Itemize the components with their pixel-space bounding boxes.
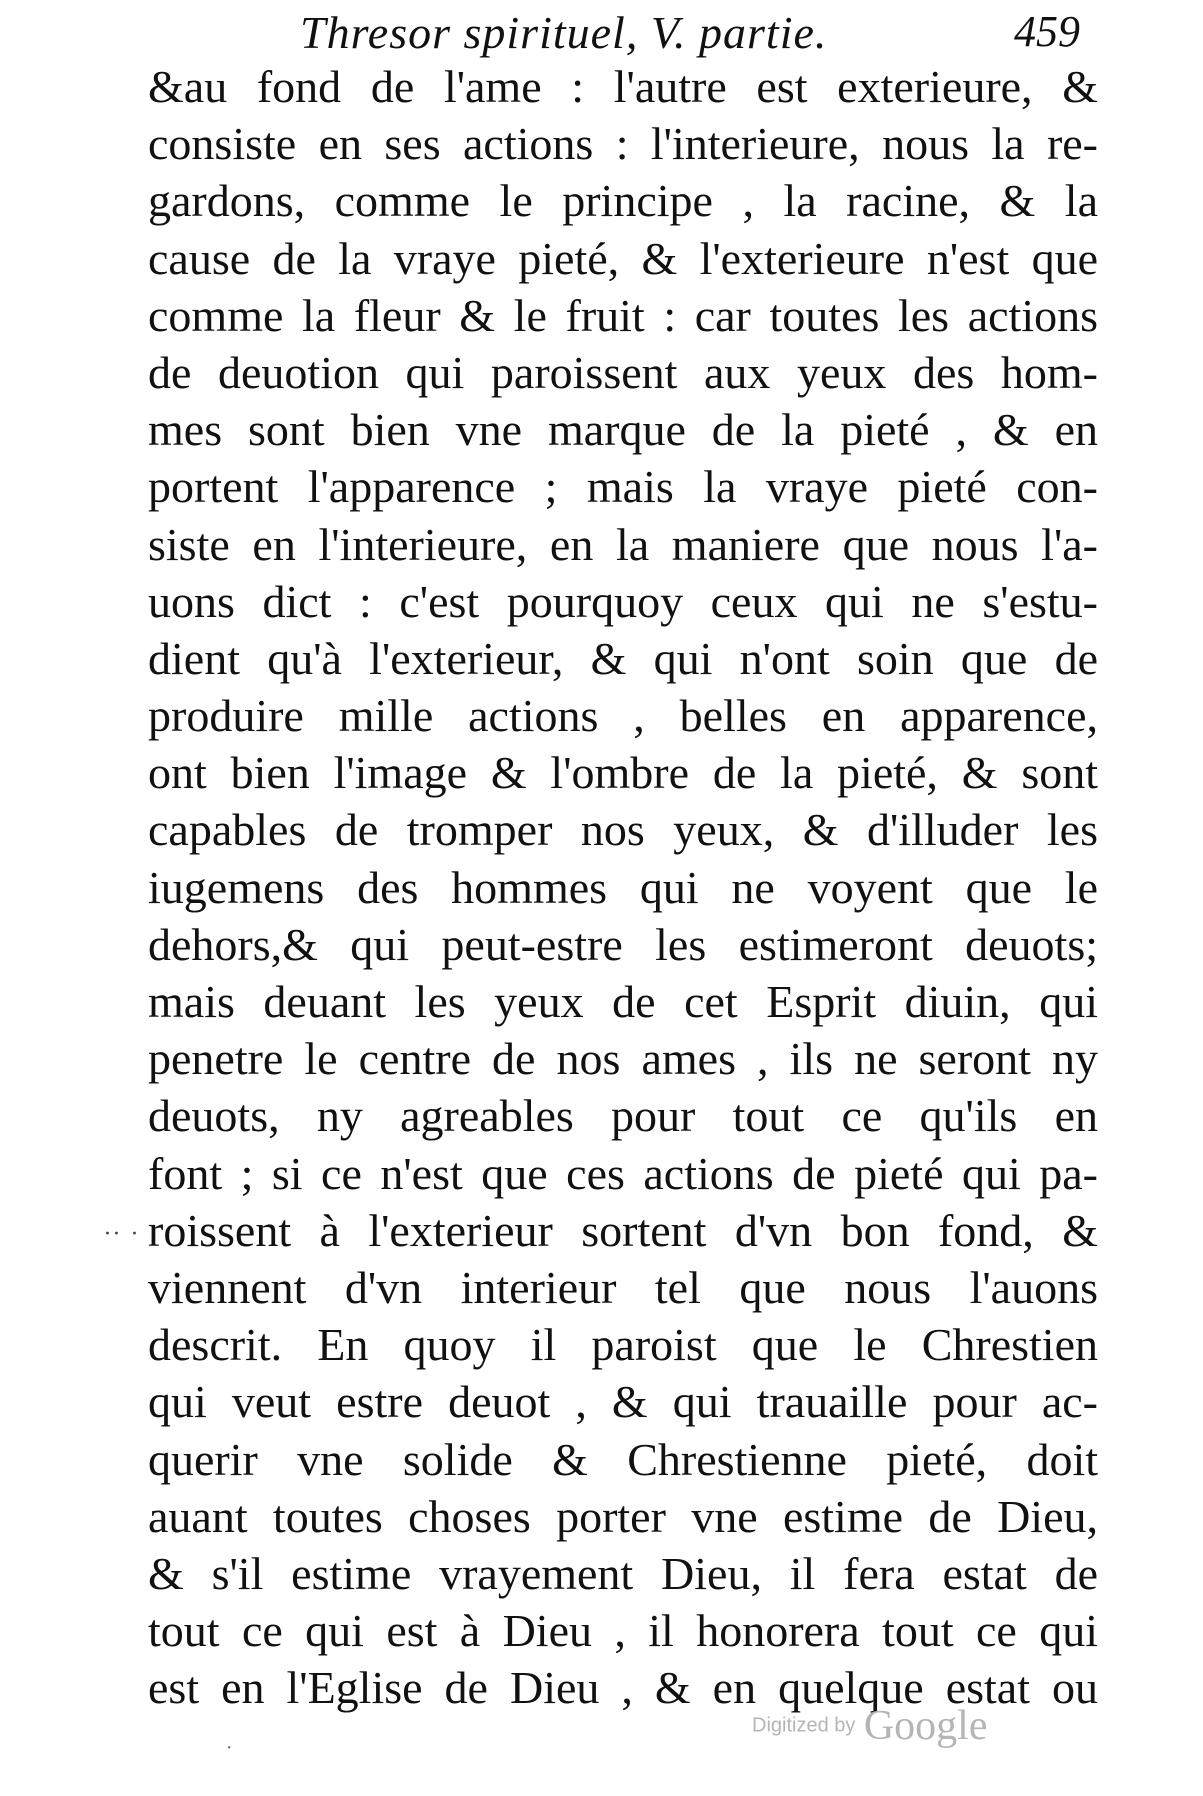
text-line: qui veut estre deuot , & qui trauaille pour ac- [148,1376,1098,1428]
digitized-by-label: Digitized by [752,1714,856,1737]
text-line: font ; si ce n'est que ces actions de pieté qui pa- [148,1147,1098,1199]
digitization-watermark [752,1702,988,1750]
text-line: capables de tromper nos yeux, & d'illuder les [148,804,1098,856]
text-line: gardons, comme le principe , la racine, & la [148,175,1098,227]
text-line: produire mille actions , belles en apparence, [148,690,1098,742]
text-line: est en l'Eglise de Dieu , & en quelque estat ou [148,1662,1098,1714]
text-line: deuots, ny agreables pour tout ce qu'ils en [148,1090,1098,1142]
text-line: uons dict : c'est pourquoy ceux qui ne s'estu- [148,575,1098,627]
text-line: iugemens des hommes qui ne voyent que le [148,861,1098,913]
text-line: de deuotion qui paroissent aux yeux des hom- [148,346,1098,398]
text-line: penetre le centre de nos ames , ils ne seront ny [148,1033,1098,1085]
google-logo: Google [863,1703,988,1749]
text-line: ont bien l'image & l'ombre de la pieté, & sont [148,747,1098,799]
text-line: consiste en ses actions : l'interieure, nous la re- [148,118,1098,170]
text-line: mes sont bien vne marque de la pieté , & en [148,404,1098,456]
text-line: siste en l'interieure, en la maniere que nous l'a- [148,518,1098,570]
text-line: portent l'apparence ; mais la vraye pieté con- [148,461,1098,513]
page-number: 459 [1014,7,1080,56]
text-line: mais deuant les yeux de cet Esprit diuin, qui [148,976,1098,1027]
text-line: comme la fleur & le fruit : car toutes les actions [148,289,1098,341]
text-line: dient qu'à l'exterieur, & qui n'ont soin que de [148,632,1098,684]
text-line: cause de la vraye pieté, & l'exterieure n'est que [148,232,1098,284]
body-text [148,58,1098,1716]
text-line: auant toutes choses porter vne estime de Dieu, [148,1490,1098,1542]
text-line: tout ce qui est à Dieu , il honorera tout ce qui [148,1605,1098,1657]
text-line: dehors,& qui peut-estre les estimeront deuots; [148,918,1098,970]
page-header [300,6,1080,58]
text-line: viennent d'vn interieur tel que nous l'auons [148,1261,1098,1313]
running-title: Thresor spirituel, V. partie. [300,7,828,58]
text-line: & s'il estime vrayement Dieu, il fera estat de [148,1547,1098,1599]
margin-speck: ·· · [104,1222,140,1247]
text-line: querir vne solide & Chrestienne pieté, doit [148,1433,1098,1485]
text-line: descrit. En quoy il paroist que le Chrestien [148,1319,1098,1371]
footer-speck: · [226,1735,233,1759]
text-line: &au fond de l'ame : l'autre est exterieure, & [148,61,1098,112]
text-line: roissent à l'exterieur sortent d'vn bon fond, & [148,1204,1098,1256]
